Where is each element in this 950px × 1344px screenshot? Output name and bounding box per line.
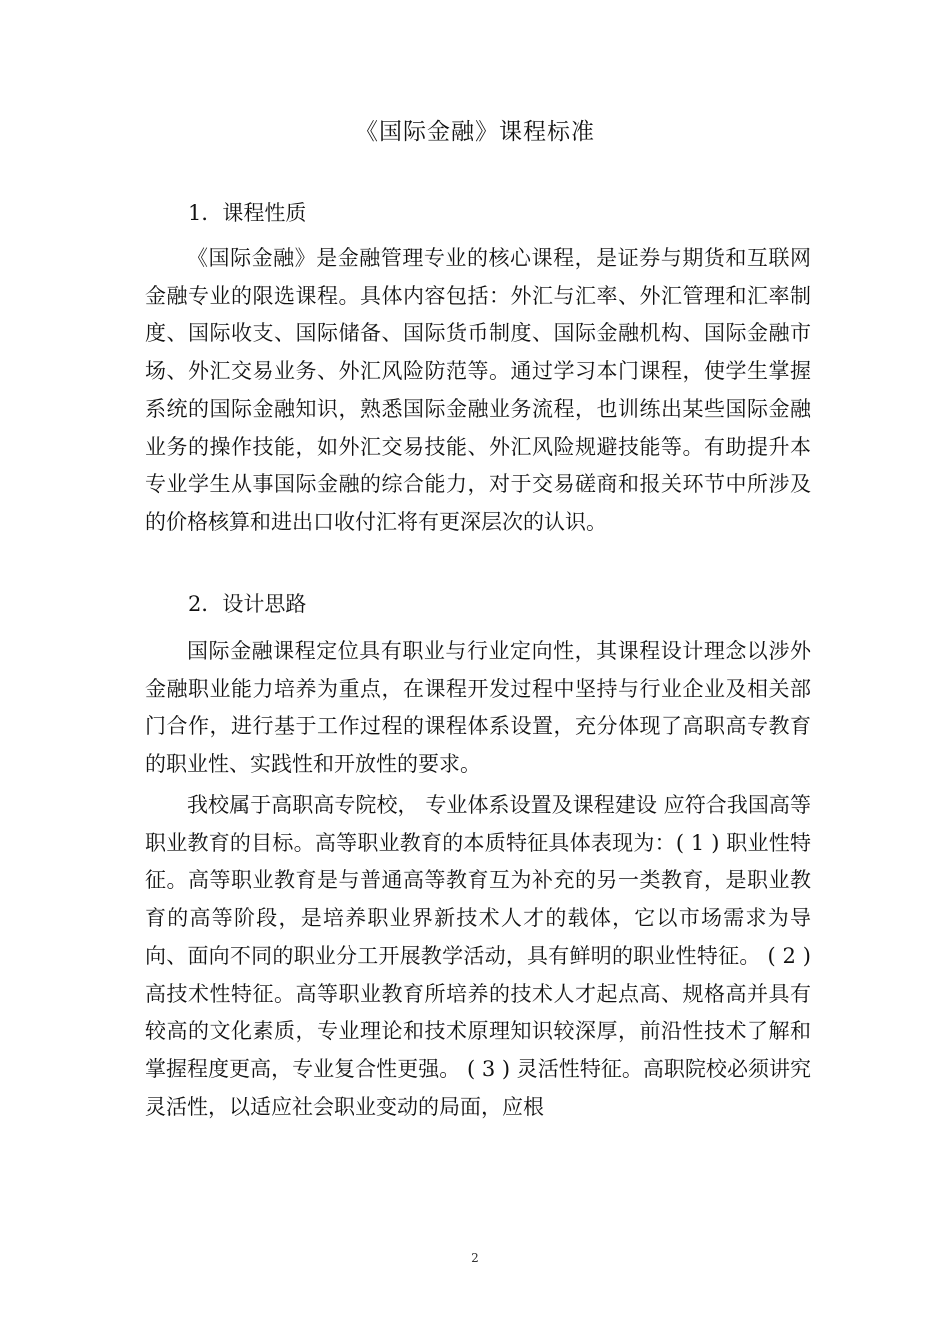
paragraph-design-idea-2: 我校属于高职高专院校， 专业体系设置及课程建设 应符合我国高等职业教育的目标。高等职业教育的本质特征具体表现为：( 1 ) 职业性特征。高等职业教育是与普通高等教育互为补充的另一类教育，是职业教育的高等阶段，是培养职业界新技术人才的载体，它以市场需求为导向、面向不同的职业分工开展教学活动，具有鲜明的职业性特征。 ( 2 ) 高技术性特征。高等职业教育所培养的技术人才起点高、规格高并具有较高的文化素质，专业理论和技术原理知识较深厚，前沿性技术了解和掌握程度更高，专业复合性更强。 ( 3 ) 灵活性特征。高职院校必须讲究灵活性，以适应社会职业变动的局面，应根 bbox=[145, 793, 811, 1119]
section-heading-design-idea: 2．设计思路 bbox=[188, 592, 307, 616]
page-number: 2 bbox=[471, 1251, 479, 1265]
paragraph-course-nature: 《国际金融》是金融管理专业的核心课程，是证券与期货和互联网金融专业的限选课程。具体内容包括：外汇与汇率、外汇管理和汇率制度、国际收支、国际储备、国际货币制度、国际金融机构、国际金融市场、外汇交易业务、外汇风险防范等。通过学习本门课程，使学生掌握系统的国际金融知识，熟悉国际金融业务流程，也训练出某些国际金融业务的操作技能，如外汇交易技能、外汇风险规避技能等。有助提升本专业学生从事国际金融的综合能力，对于交易磋商和报关环节中所涉及的价格核算和进出口收付汇将有更深层次的认识。 bbox=[145, 246, 811, 534]
paragraph-design-idea-1: 国际金融课程定位具有职业与行业定向性，其课程设计理念以涉外金融职业能力培养为重点，在课程开发过程中坚持与行业企业及相关部门合作，进行基于工作过程的课程体系设置，充分体现了高职高专教育的职业性、实践性和开放性的要求。 bbox=[145, 639, 811, 777]
section-heading-course-nature: 1．课程性质 bbox=[188, 201, 307, 225]
document-title: 《国际金融》课程标准 bbox=[355, 119, 595, 145]
